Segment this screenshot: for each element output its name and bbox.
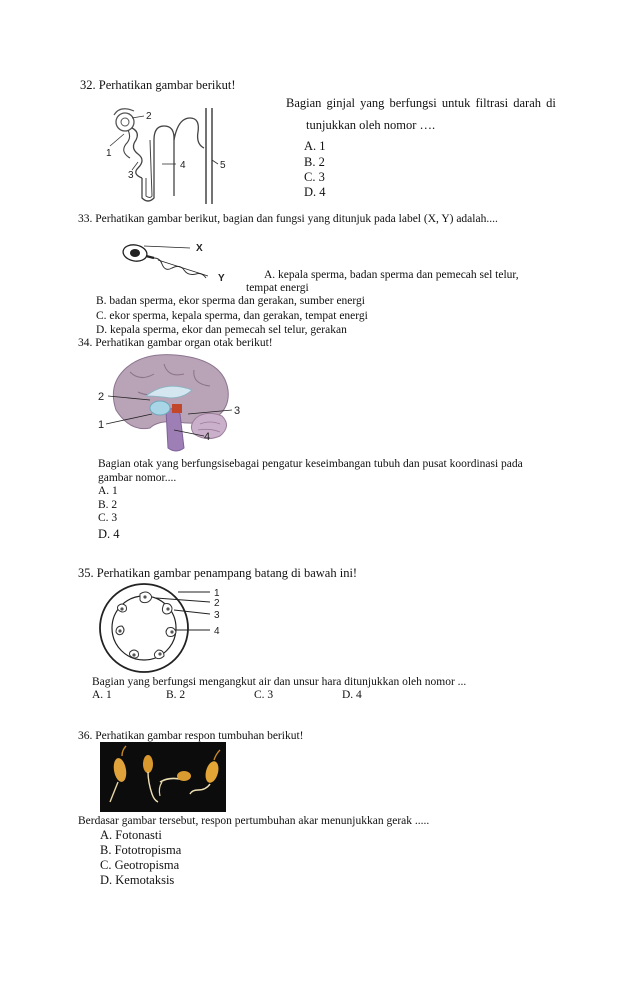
q34-option-b[interactable]: B. 2 bbox=[98, 499, 118, 511]
q33-option-c[interactable]: C. ekor sperma, kepala sperma, dan gerakan, tempat energi bbox=[96, 310, 368, 322]
q34-option-c[interactable]: C. 3 bbox=[98, 512, 118, 524]
q36-option-c[interactable]: C. Geotropisma bbox=[100, 858, 180, 872]
nephron-figure bbox=[98, 100, 236, 204]
q34-option-d[interactable]: D. 4 bbox=[98, 527, 120, 541]
q35-stem: 35. Perhatikan gambar penampang batang di bawah ini! bbox=[78, 566, 358, 580]
nephron-label-4: 4 bbox=[180, 160, 186, 171]
stem-label-4: 4 bbox=[214, 626, 220, 637]
q34-question-line2: gambar nomor.... bbox=[98, 472, 177, 484]
stem-label-3: 3 bbox=[214, 610, 220, 621]
q36-stem: 36. Perhatikan gambar respon tumbuhan berikut! bbox=[78, 730, 304, 742]
q35-option-a[interactable]: A. 1 bbox=[92, 689, 112, 701]
q34-stem: 34. Perhatikan gambar organ otak berikut! bbox=[78, 337, 273, 349]
q35-option-d[interactable]: D. 4 bbox=[342, 689, 362, 701]
stem-label-2: 2 bbox=[214, 598, 220, 609]
q32-question-line2: tunjukkan oleh nomor …. bbox=[306, 118, 436, 132]
q35-question: Bagian yang berfungsi mengangkut air dan unsur hara ditunjukkan oleh nomor ... bbox=[92, 676, 467, 688]
nephron-label-5: 5 bbox=[220, 160, 226, 171]
q32-option-a[interactable]: A. 1 bbox=[304, 139, 326, 153]
brain-label-3: 3 bbox=[234, 405, 241, 417]
q33-stem: 33. Perhatikan gambar berikut, bagian dan fungsi yang ditunjuk pada label (X, Y) adalah.... bbox=[78, 213, 498, 225]
q32-option-d[interactable]: D. 4 bbox=[304, 185, 326, 199]
q34-option-a[interactable]: A. 1 bbox=[98, 485, 118, 497]
brain-figure bbox=[94, 352, 254, 452]
root-growth-photo bbox=[100, 742, 226, 812]
nephron-label-2: 2 bbox=[146, 111, 152, 122]
q32-question-line1: Bagian ginjal yang berfungsi untuk filtrasi darah di bbox=[286, 96, 556, 110]
q33-option-a-line2[interactable]: tempat energi bbox=[246, 282, 309, 294]
q35-option-c[interactable]: C. 3 bbox=[254, 689, 274, 701]
q32-stem: 32. Perhatikan gambar berikut! bbox=[80, 78, 236, 92]
q36-option-d[interactable]: D. Kemotaksis bbox=[100, 873, 175, 887]
q36-option-b[interactable]: B. Fototropisma bbox=[100, 843, 182, 857]
q34-question-line1: Bagian otak yang berfungsisebagai pengatur keseimbangan tubuh dan pusat koordinasi pada bbox=[98, 458, 523, 470]
q36-question: Berdasar gambar tersebut, respon pertumbuhan akar menunjukkan gerak ..... bbox=[78, 815, 430, 827]
stem-cross-section-figure bbox=[96, 582, 226, 674]
q33-option-d[interactable]: D. kepala sperma, ekor dan pemecah sel telur, gerakan bbox=[96, 324, 347, 336]
q35-option-b[interactable]: B. 2 bbox=[166, 689, 186, 701]
q32-option-b[interactable]: B. 2 bbox=[304, 155, 325, 169]
q36-option-a[interactable]: A. Fotonasti bbox=[100, 828, 162, 842]
sperm-label-y: Y bbox=[218, 273, 225, 284]
nephron-label-1: 1 bbox=[106, 148, 112, 159]
stem-label-1: 1 bbox=[214, 588, 220, 599]
q33-option-a-line1[interactable]: A. kepala sperma, badan sperma dan pemecah sel telur, bbox=[264, 269, 519, 281]
sperm-label-x: X bbox=[196, 243, 203, 254]
q32-option-c[interactable]: C. 3 bbox=[304, 170, 325, 184]
q33-option-b[interactable]: B. badan sperma, ekor sperma dan gerakan, sumber energi bbox=[96, 295, 365, 307]
sperm-figure bbox=[118, 236, 248, 286]
brain-label-2: 2 bbox=[98, 391, 105, 403]
brain-label-4: 4 bbox=[204, 431, 211, 443]
brain-label-1: 1 bbox=[98, 419, 105, 431]
nephron-label-3: 3 bbox=[128, 170, 134, 181]
